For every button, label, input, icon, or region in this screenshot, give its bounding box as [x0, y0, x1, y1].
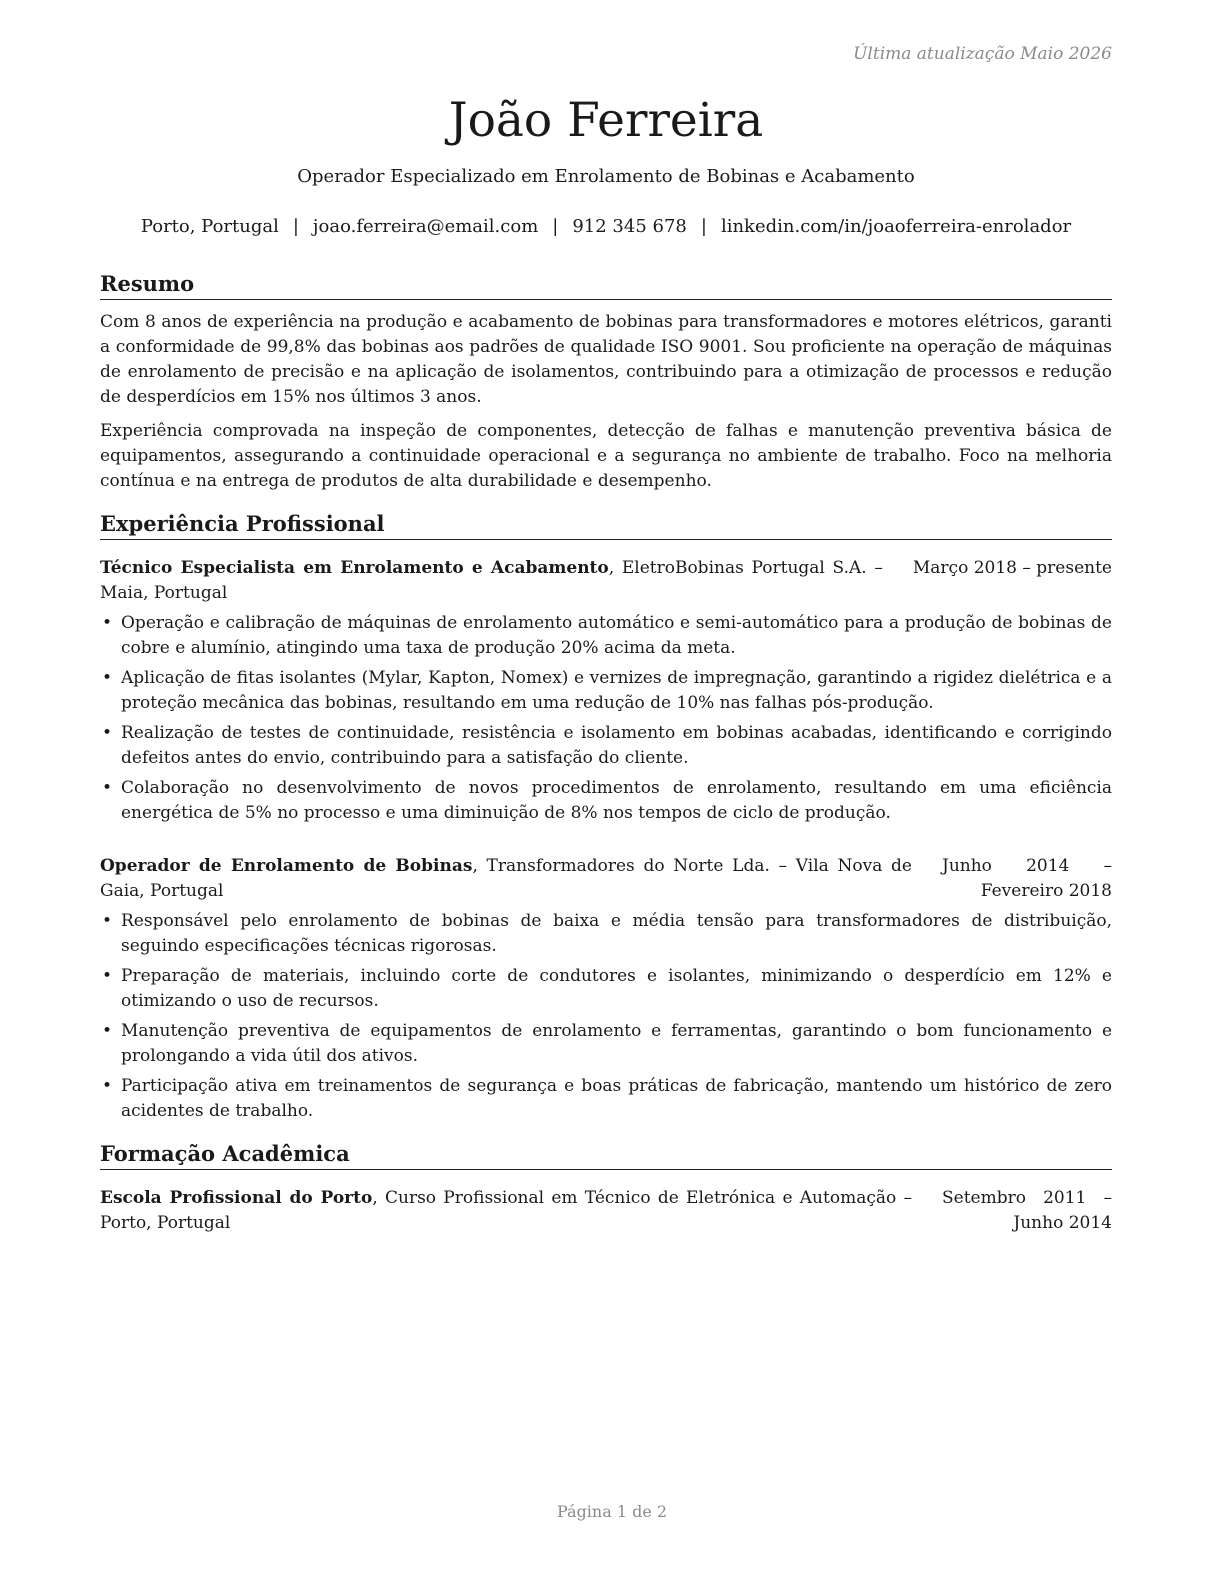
contact-phone: 912 345 678	[572, 216, 687, 237]
contact-separator: |	[552, 216, 559, 237]
headline: Operador Especializado em Enrolamento de Bobinas e Acabamento	[297, 166, 915, 187]
list-item: • Preparação de materiais, incluindo corte de condutores e isolantes, minimizando o desperdício em 12% e otimizando o uso de recursos.	[100, 964, 1112, 1014]
contact-linkedin[interactable]: linkedin.com/in/joaoferreira-enrolador	[720, 216, 1072, 237]
job-role: Operador de Enrolamento de Bobinas	[100, 856, 473, 876]
entry-header	[100, 854, 1112, 904]
job-bullets	[100, 909, 1112, 1124]
job-company: , EletroBobinas Portugal S.A. – Maia, Portugal	[100, 558, 883, 603]
list-item: • Participação ativa em treinamentos de segurança e boas práticas de fabricação, mantendo um histórico de zero acidentes de trabalho.	[100, 1074, 1112, 1124]
experience-entry	[100, 854, 1112, 1124]
list-item: • Operação e calibração de máquinas de enrolamento automático e semi-automático para a produção de bobinas de cobre e alumínio, atingindo uma taxa de produção 20% acima da meta.	[100, 611, 1112, 661]
last-updated: Última atualização Maio 2026	[853, 44, 1112, 64]
contact-location: Porto, Portugal	[140, 216, 279, 237]
school-course: , Curso Profissional em Técnico de Eletrónica e Automação – Porto, Portugal	[100, 1188, 912, 1233]
job-company: , Transformadores do Norte Lda. – Vila Nova de Gaia, Portugal	[100, 856, 912, 901]
list-item: • Manutenção preventiva de equipamentos de enrolamento e ferramentas, garantindo o bom funcionamento e prolongando a vida útil dos ativos.	[100, 1019, 1112, 1069]
summary-paragraph: Com 8 anos de experiência na produção e acabamento de bobinas para transformadores e motores elétricos, garanti a conformidade de 99,8% das bobinas aos padrões de qualidade ISO 9001. Sou proficiente na operação de máquinas de enrolamento de precisão e na aplicação de isolamentos, contribuindo para a otimização de processos e redução de desperdícios em 15% nos últimos 3 anos.	[100, 312, 1112, 407]
contact-separator: |	[700, 216, 707, 237]
list-item: • Responsável pelo enrolamento de bobinas de baixa e média tensão para transformadores de distribuição, seguindo especificações técnicas rigorosas.	[100, 909, 1112, 959]
experience-entry	[100, 556, 1112, 826]
section-title-education: Formação Acadêmica	[100, 1140, 1112, 1170]
page-number: Página 1 de 2	[556, 1502, 668, 1521]
section-title-experience: Experiência Profissional	[100, 510, 1112, 540]
resume-page	[100, 40, 1112, 1236]
entry-header	[100, 1186, 1112, 1236]
contact-email[interactable]: joao.ferreira@email.com	[312, 216, 539, 237]
list-item: • Colaboração no desenvolvimento de novos procedimentos de enrolamento, resultando em uma eficiência energética de 5% no processo e uma diminuição de 8% nos tempos de ciclo de produção.	[100, 776, 1112, 826]
list-item: • Aplicação de fitas isolantes (Mylar, Kapton, Nomex) e vernizes de impregnação, garantindo a rigidez dielétrica e a proteção mecânica das bobinas, resultando em uma redução de 10% nas falhas pós-produção.	[100, 666, 1112, 716]
job-role: Técnico Especialista em Enrolamento e Acabamento	[100, 558, 609, 578]
candidate-name: João Ferreira	[448, 93, 764, 148]
list-item: • Realização de testes de continuidade, resistência e isolamento em bobinas acabadas, identificando e corrigindo defeitos antes do envio, contribuindo para a satisfação do cliente.	[100, 721, 1112, 771]
contact-line	[100, 214, 1112, 240]
entry-header	[100, 556, 1112, 606]
entry-heading	[100, 556, 913, 606]
section-title-summary: Resumo	[100, 270, 1112, 300]
summary-paragraph: Experiência comprovada na inspeção de componentes, detecção de falhas e manutenção preventiva básica de equipamentos, assegurando a continuidade operacional e a segurança no ambiente de trabalho. Foco na melhoria contínua e na entrega de produtos de alta durabilidade e desempenho.	[100, 421, 1112, 491]
education-entry	[100, 1186, 1112, 1236]
job-dates: Março 2018 – presente	[912, 558, 1112, 578]
education-dates: Setembro 2011 – Junho 2014	[942, 1188, 1112, 1233]
school-name: Escola Profissional do Porto	[100, 1188, 373, 1208]
contact-separator: |	[292, 216, 299, 237]
job-dates: Junho 2014 – Fevereiro 2018	[942, 856, 1112, 901]
entry-heading	[100, 1186, 942, 1236]
entry-heading	[100, 854, 942, 904]
job-bullets	[100, 611, 1112, 826]
